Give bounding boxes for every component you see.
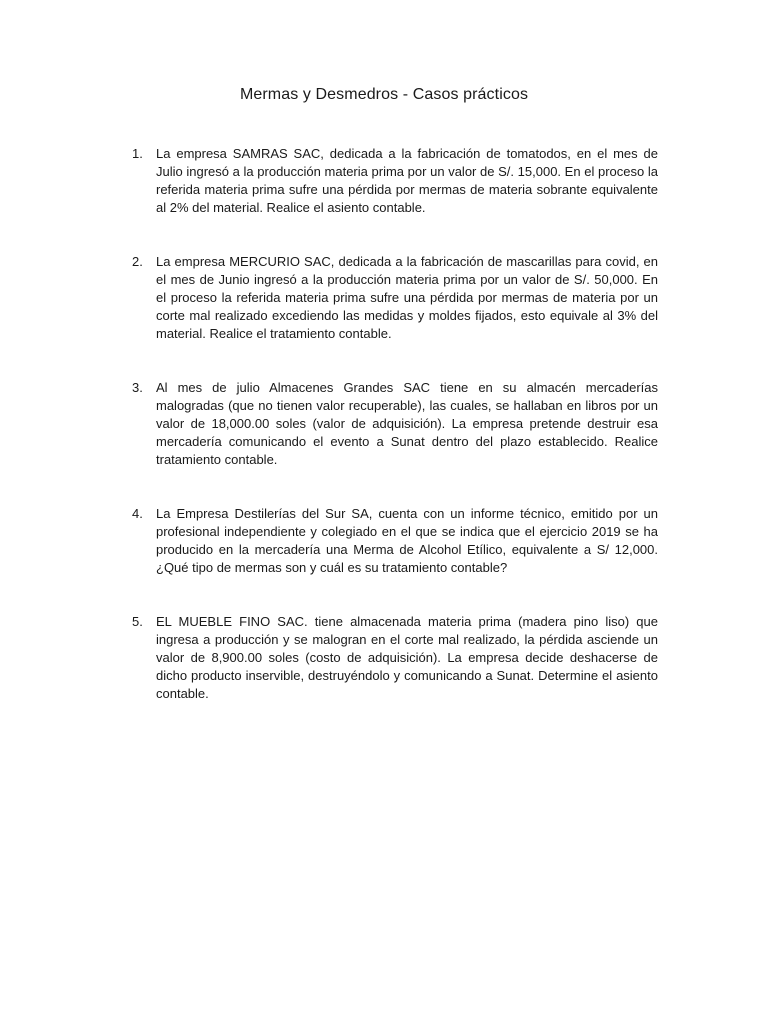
document-title: Mermas y Desmedros - Casos prácticos: [239, 86, 529, 103]
case-item-1: [132, 145, 658, 217]
case-item-2: [132, 253, 658, 343]
case-text: EL MUEBLE FINO SAC. tiene almacenada materia prima (madera pino liso) que ingresa a producción y se malogran en el corte mal realizado, la pérdida asciende un valor de 8,900.00 soles (costo de adquisición). La empresa decide deshacerse de dicho producto inservible, destruyéndolo y comunicando a Sunat. Determine el asiento contable.: [156, 614, 658, 701]
case-list: [132, 145, 658, 703]
case-number: 3.: [132, 380, 143, 395]
case-text: La Empresa Destilerías del Sur SA, cuenta con un informe técnico, emitido por un profesional independiente y colegiado en el que se indica que el ejercicio 2019 se ha producido en la mercadería una Merma de Alcohol Etílico, equivalente a S/ 12,000. ¿Qué tipo de mermas son y cuál es su tratamiento contable?: [156, 506, 658, 575]
case-item-4: [132, 505, 658, 577]
case-number: 2.: [132, 254, 143, 269]
case-number: 1.: [132, 146, 143, 161]
case-item-3: [132, 379, 658, 469]
case-number: 5.: [132, 614, 143, 629]
case-text: La empresa MERCURIO SAC, dedicada a la fabricación de mascarillas para covid, en el mes de Junio ingresó a la producción materia prima por un valor de S/. 50,000. En el proceso la referida materia prima sufre una pérdida por mermas de materia por un corte mal realizado excediendo las medidas y moldes fijados, esto equivale al 3% del material. Realice el tratamiento contable.: [156, 254, 658, 341]
case-text: La empresa SAMRAS SAC, dedicada a la fabricación de tomatodos, en el mes de Julio ingresó a la producción materia prima por un valor de S/. 15,000. En el proceso la referida materia prima sufre una pérdida por mermas de materia sobrante equivalente al 2% del material. Realice el asiento contable.: [156, 146, 658, 215]
case-item-5: [132, 613, 658, 703]
case-text: Al mes de julio Almacenes Grandes SAC tiene en su almacén mercaderías malogradas (que no tienen valor recuperable), las cuales, se hallaban en libros por un valor de 18,000.00 soles (valor de adquisición). La empresa pretende destruir esa mercadería comunicando el evento a Sunat dentro del plazo establecido. Realice tratamiento contable.: [156, 380, 658, 467]
case-number: 4.: [132, 506, 143, 521]
